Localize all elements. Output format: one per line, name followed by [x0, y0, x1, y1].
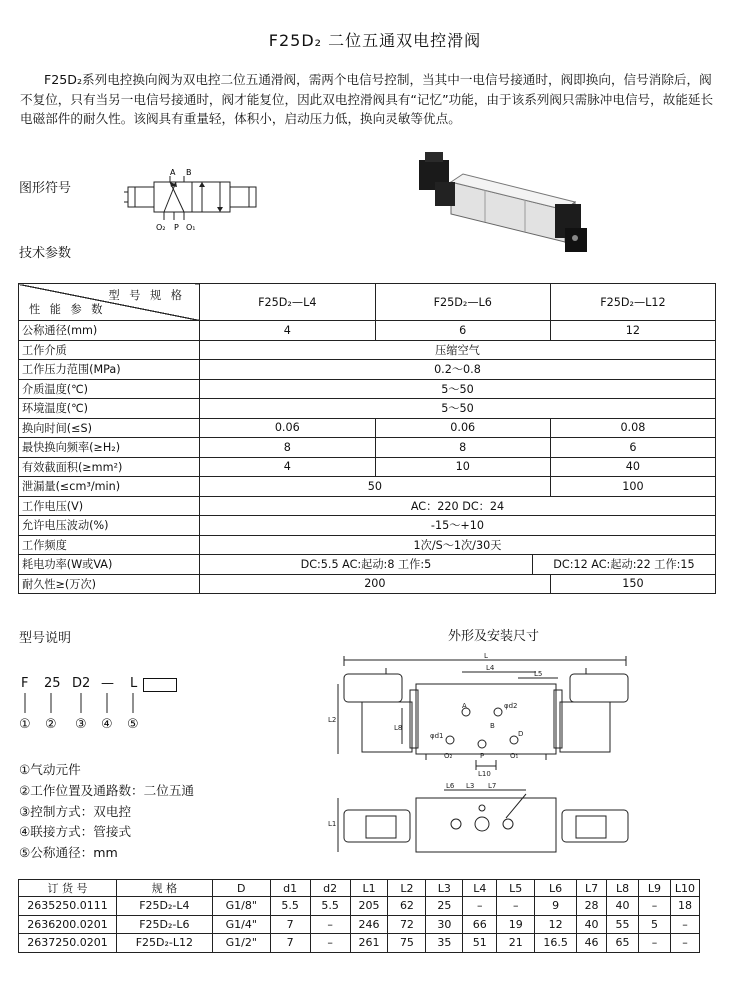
- model-code: [19, 676, 189, 746]
- model-code-box: [143, 678, 177, 692]
- section-symbol-label: 图形符号: [19, 181, 72, 196]
- dim-label-o1: O₁: [510, 752, 519, 760]
- dim-label-l1: L1: [328, 820, 337, 828]
- dim-label-l: L: [484, 652, 488, 660]
- dim-label-l3: L3: [466, 782, 475, 790]
- model-code-marker: ⑤: [127, 717, 139, 732]
- spec-row: 泄漏量(≤cm³/min) 50 100: [19, 477, 716, 497]
- spec-header-bottom: 性 能 参 数: [29, 303, 106, 316]
- spec-header-top: 型 号 规 格: [108, 289, 185, 302]
- dimension-drawing: [326, 648, 646, 870]
- spec-row: 有效截面积(≥mm²) 4 10 40: [19, 457, 716, 477]
- symbol-port-p: P: [174, 223, 179, 232]
- model-note: ③控制方式：双电控: [19, 803, 132, 819]
- dim-label-l7: L7: [488, 782, 497, 790]
- model-code-part: F: [21, 676, 29, 691]
- spec-model-l4: F25D₂—L4: [199, 284, 375, 321]
- order-table: [18, 879, 700, 953]
- section-model-label: 型号说明: [19, 631, 72, 646]
- symbol-port-b: B: [186, 168, 192, 177]
- spec-row: 最快换向频率(≥H₂) 8 8 6: [19, 438, 716, 458]
- section-dims-label: 外形及安装尺寸: [448, 629, 540, 644]
- dim-label-d1: φd1: [430, 732, 444, 740]
- model-notes: [19, 760, 194, 864]
- model-note: ④联接方式：管接式: [19, 824, 132, 840]
- dim-label-l10: L10: [478, 770, 491, 778]
- dim-label-o2: O₂: [444, 752, 453, 760]
- section-tech-label: 技术参数: [19, 246, 72, 261]
- dim-label-d2: φd2: [504, 702, 518, 710]
- order-header-row: 订 货 号 规 格 D d1 d2 L1 L2 L3 L4 L5 L6 L7 L8 L9 L10: [19, 880, 700, 897]
- model-code-part: —: [101, 676, 114, 691]
- spec-header-corner: [19, 284, 200, 321]
- spec-model-l12: F25D₂—L12: [550, 284, 715, 321]
- spec-row: 工作电压(V) AC：220 DC：24: [19, 496, 716, 516]
- dim-label-l5: L5: [534, 670, 543, 678]
- dim-label-l4: L4: [486, 664, 495, 672]
- spec-row: 换向时间(≤S) 0.06 0.06 0.08: [19, 418, 716, 438]
- spec-row: 介质温度(℃) 5～50: [19, 379, 716, 399]
- model-code-leader-lines: [19, 693, 189, 715]
- valve-symbol-diagram: [124, 168, 260, 238]
- spec-row: 耐久性≥(万次) 200 150: [19, 574, 716, 594]
- spec-row: 环境温度(℃) 5～50: [19, 399, 716, 419]
- spec-row: 工作频度 1次/S～1次/30天: [19, 535, 716, 555]
- symbol-port-o2: O₂: [156, 223, 166, 232]
- page-title: F25D₂ 二位五通双电控滑阀: [268, 31, 482, 50]
- model-code-marker: ②: [45, 717, 57, 732]
- order-row: 2636200.0201 F25D₂-L6 G1/4" 7 – 246 72 30 66 19 12 40 55 5 –: [19, 915, 700, 934]
- model-code-marker: ④: [101, 717, 113, 732]
- spec-row: 允许电压波动(%) -15～+10: [19, 516, 716, 536]
- model-code-marker: ③: [75, 717, 87, 732]
- spec-row: 公称通径(mm) 4 6 12: [19, 321, 716, 341]
- model-note: ①气动元件: [19, 762, 81, 777]
- spec-row: 工作压力范围(MPa) 0.2～0.8: [19, 360, 716, 380]
- model-code-part: L: [130, 676, 138, 691]
- dim-label-b: B: [490, 722, 495, 730]
- dim-label-l2: L2: [328, 716, 337, 724]
- model-code-marker: ①: [19, 717, 31, 732]
- symbol-port-o1: O₁: [186, 223, 196, 232]
- dim-label-a: A: [462, 702, 467, 710]
- dim-label-l8: L8: [394, 724, 403, 732]
- product-photo: [415, 152, 595, 256]
- intro-paragraph: F25D₂系列电控换向阀为双电控二位五通滑阀，需两个电信号控制，当其中一电信号接通时，阀即换向，信号消除后，阀不复位，只有当另一电信号接通时，阀才能复位，因此双电控滑阀具有“记忆”功能，由于该系列阀只需脉冲电信号，故能延长电磁部件的耐久性。该阀具有重量轻，体积小，启动压力低，换向灵敏等优点。: [20, 72, 714, 126]
- order-row: 2637250.0201 F25D₂-L12 G1/2" 7 – 261 75 35 51 21 16.5 46 65 – –: [19, 934, 700, 953]
- dim-label-l6: L6: [446, 782, 455, 790]
- model-note: ②工作位置及通路数：二位五通: [19, 782, 195, 798]
- spec-model-l6: F25D₂—L6: [375, 284, 550, 321]
- dim-label-p: P: [480, 752, 485, 760]
- spec-table: [18, 283, 716, 594]
- dim-label-d: D: [518, 730, 524, 738]
- spec-row: 耗电功率(W或VA) DC:5.5 AC:起动:8 工作:5 DC:12 AC:起动:22 工作:15: [19, 555, 716, 575]
- model-code-part: D2: [72, 676, 91, 691]
- symbol-port-a: A: [170, 168, 176, 177]
- order-row: 2635250.0111 F25D₂-L4 G1/8" 5.5 5.5 205 62 25 – – 9 28 40 – 18: [19, 897, 700, 916]
- model-note: ⑤公称通径：mm: [19, 845, 118, 861]
- model-code-part: 25: [44, 676, 61, 691]
- spec-row: 工作介质 压缩空气: [19, 340, 716, 360]
